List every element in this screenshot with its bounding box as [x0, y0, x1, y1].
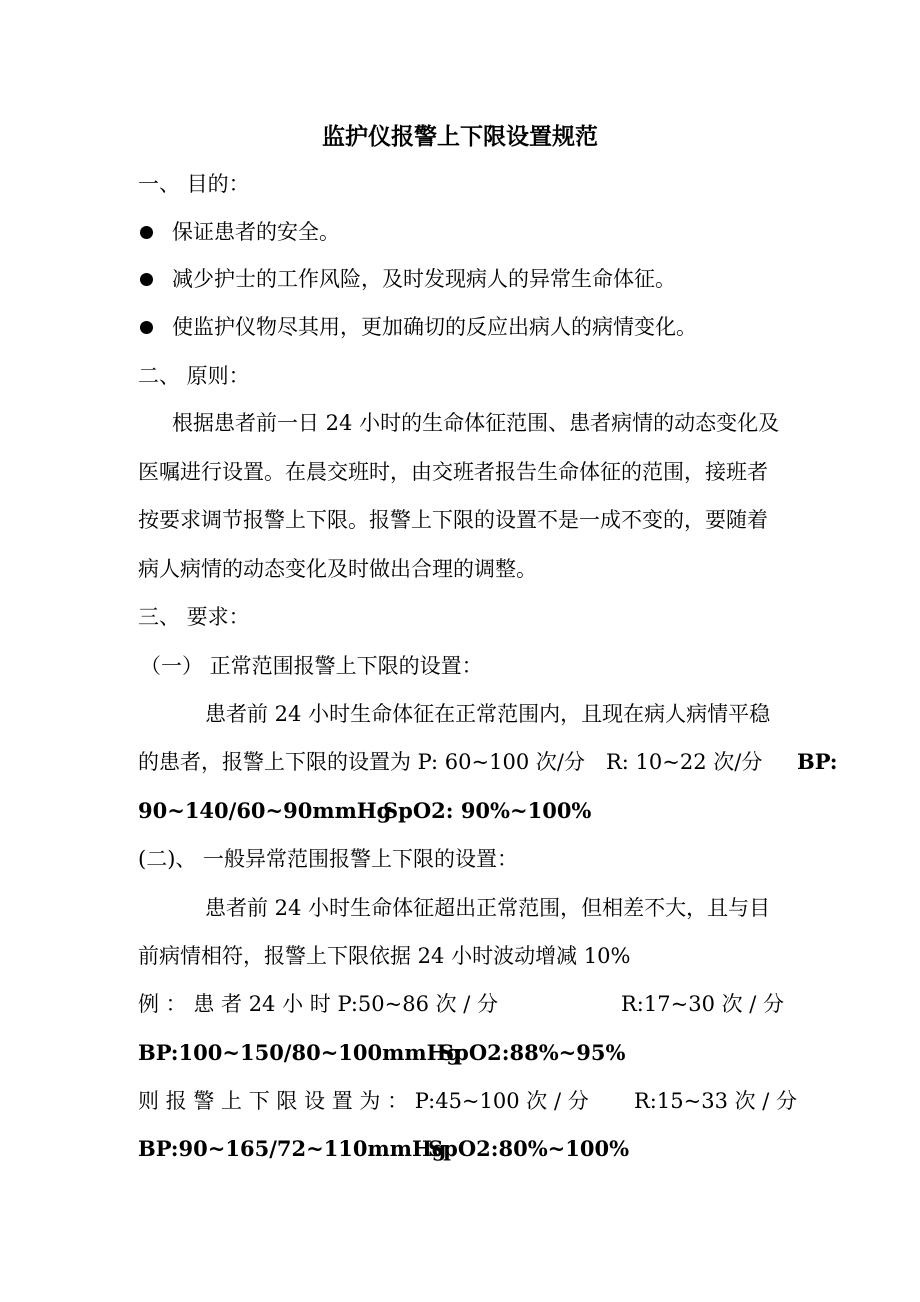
section3-sub1-spo2-range: SpO2: 90%~100% [383, 798, 592, 823]
section3-sub1-bp-range: 90~140/60~90mmHg [138, 798, 392, 823]
section3-sub2-result-spo2: SpO2:80%~100% [428, 1136, 630, 1161]
section3-sub2-result-bp: BP:90~165/72~110mmHg [138, 1136, 447, 1161]
section3-sub2-example-label: 例 ： 患 者 24 小 时 P:50~86 次 / 分 [138, 992, 499, 1016]
section2-paragraph-line-3: 按要求调节报警上下限。报警上下限的设置不是一成不变的，要随着 [138, 508, 768, 532]
section3-sub2-line-1: 患者前 24 小时生命体征超出正常范围，但相差不大，且与目 [205, 896, 771, 920]
section3-sub2-example-spo2: SpO2:88%~95% [439, 1040, 626, 1065]
section3-sub1-line-2: 的患者，报警上下限的设置为 P: 60~100 次/分 [138, 750, 585, 774]
section3-heading: 三、 要求： [138, 605, 250, 629]
section3-sub2-line-2: 前病情相符，报警上下限依据 24 小时波动增减 10% [138, 944, 631, 968]
section3-sub2-heading: (二)、 一般异常范围报警上下限的设置： [138, 847, 519, 871]
bullet-icon [140, 226, 153, 239]
section3-sub2-result-r: R:15~33 次 / 分 [634, 1089, 798, 1113]
section2-paragraph-line-1: 根据患者前一日 24 小时的生命体征范围、患者病情的动态变化及 [172, 411, 780, 435]
section3-sub1-line-1: 患者前 24 小时生命体征在正常范围内，且现在病人病情平稳 [205, 702, 771, 726]
document-title: 监护仪报警上下限设置规范 [322, 123, 598, 150]
section3-sub1-heading: （一） 正常范围报警上下限的设置： [140, 654, 483, 678]
section1-bullet-2: 减少护士的工作风险，及时发现病人的异常生命体征。 [172, 267, 676, 291]
section2-paragraph-line-4: 病人病情的动态变化及时做出合理的调整。 [138, 557, 537, 581]
bullet-icon [140, 321, 153, 334]
section2-paragraph-line-2: 医嘱进行设置。在晨交班时，由交班者报告生命体征的范围，接班者 [138, 460, 768, 484]
section3-sub1-bp-label: BP: [797, 749, 838, 774]
section1-heading: 一、 目的： [138, 172, 250, 196]
bullet-icon [140, 273, 153, 286]
section1-bullet-1: 保证患者的安全。 [172, 220, 340, 244]
section3-sub1-r-range: R: 10~22 次/分 [606, 750, 763, 774]
section3-sub2-example-bp: BP:100~150/80~100mmHg [138, 1040, 462, 1065]
section3-sub2-result-label: 则 报 警 上 下 限 设 置 为 ： P:45~100 次 / 分 [138, 1089, 589, 1113]
section1-bullet-3: 使监护仪物尽其用，更加确切的反应出病人的病情变化。 [172, 315, 697, 339]
section3-sub2-example-r: R:17~30 次 / 分 [621, 992, 785, 1016]
section2-heading: 二、 原则： [138, 364, 250, 388]
